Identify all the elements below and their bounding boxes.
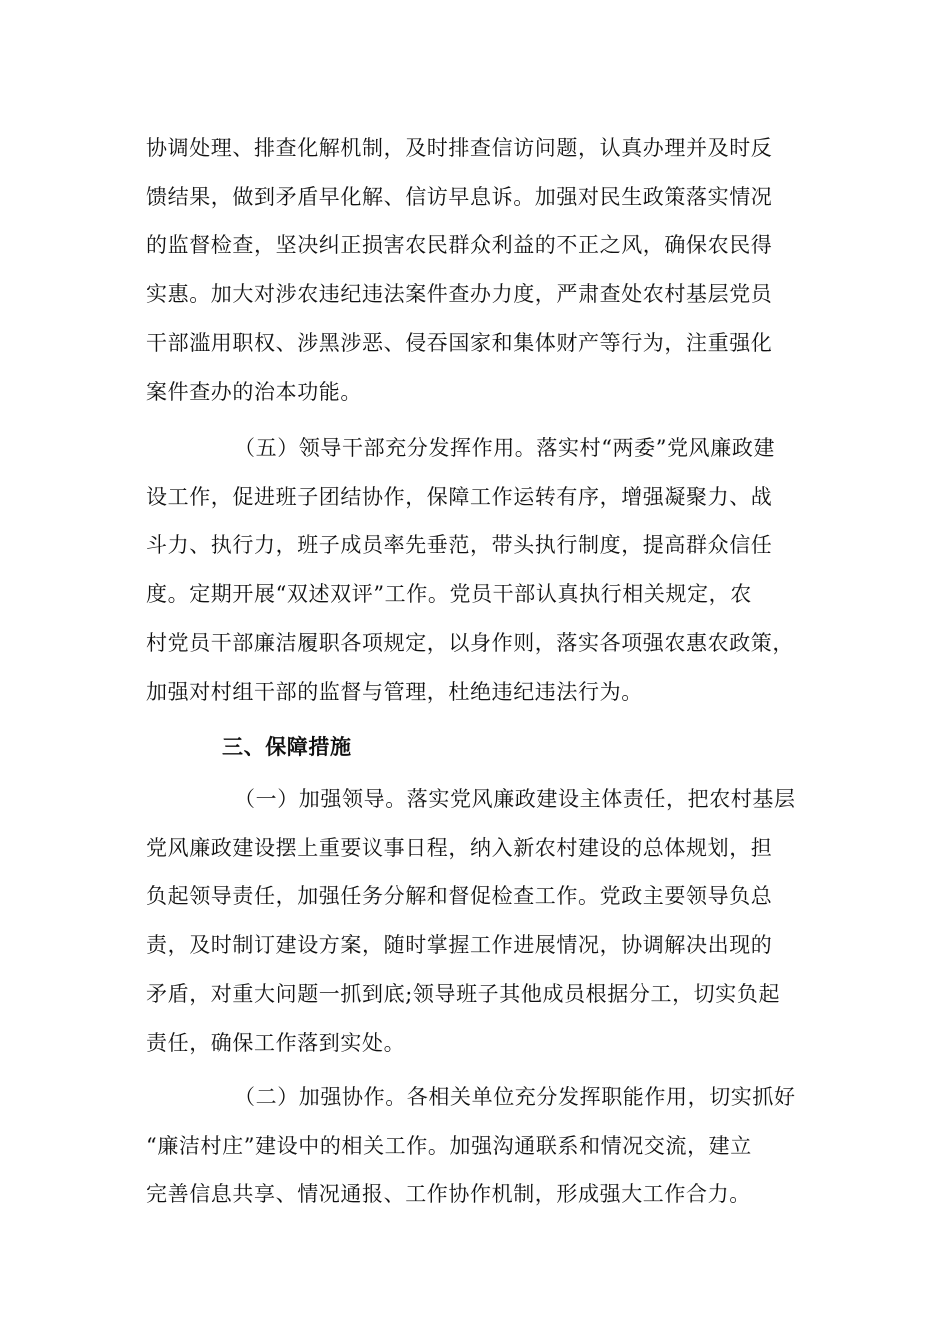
text-line: 负起领导责任，加强任务分解和督促检查工作。党政主要领导负总 bbox=[146, 884, 773, 909]
text-line: 斗力、执行力，班子成员率先垂范，带头执行制度，提高群众信任 bbox=[146, 533, 773, 558]
paragraph-strengthen-leadership bbox=[146, 775, 806, 1067]
text-line: 协调处理、排查化解机制，及时排查信访问题，认真办理并及时反 bbox=[146, 136, 773, 160]
text-line: 馈结果，做到矛盾早化解、信访早息诉。加强对民生政策落实情况 bbox=[146, 184, 773, 209]
text-line: 设工作，促进班子团结协作，保障工作运转有序，增强凝聚力、战 bbox=[146, 484, 773, 509]
text-line: 加强对村组干部的监督与管理，杜绝违纪违法行为。 bbox=[146, 679, 643, 704]
text-line: 村党员干部廉洁履职各项规定，以身作则，落实各项强农惠农政策， bbox=[146, 630, 794, 655]
paragraph-leadership-role bbox=[146, 424, 806, 716]
text-line: （二）加强协作。各相关单位充分发挥职能作用，切实抓好 bbox=[234, 1085, 796, 1109]
paragraph-strengthen-cooperation bbox=[146, 1073, 806, 1219]
text-line: （一）加强领导。落实党风廉政建设主体责任，把农村基层 bbox=[234, 787, 796, 811]
text-line: 矛盾，对重大问题一抓到底;领导班子其他成员根据分工，切实负起 bbox=[146, 981, 781, 1006]
section-heading: 三、保障措施 bbox=[222, 735, 352, 759]
text-line: 案件查办的治本功能。 bbox=[146, 379, 362, 404]
text-line: 干部滥用职权、涉黑涉恶、侵吞国家和集体财产等行为，注重强化 bbox=[146, 330, 773, 355]
text-line: 党风廉政建设摆上重要议事日程，纳入新农村建设的总体规划，担 bbox=[146, 835, 773, 860]
text-line: 责任，确保工作落到实处。 bbox=[146, 1030, 406, 1055]
text-line: （五）领导干部充分发挥作用。落实村“两委”党风廉政建 bbox=[234, 436, 776, 460]
paragraph-continuation bbox=[146, 124, 806, 416]
text-line: 责，及时制订建设方案，随时掌握工作进展情况，协调解决出现的 bbox=[146, 933, 773, 958]
text-line: “廉洁村庄”建设中的相关工作。加强沟通联系和情况交流，建立 bbox=[146, 1133, 752, 1158]
text-line: 度。定期开展“双述双评”工作。党员干部认真执行相关规定，农 bbox=[146, 582, 752, 607]
text-line: 的监督检查，坚决纠正损害农民群众利益的不正之风，确保农民得 bbox=[146, 233, 773, 258]
text-line: 实惠。加大对涉农违纪违法案件查办力度，严肃查处农村基层党员 bbox=[146, 282, 773, 307]
text-line: 完善信息共享、情况通报、工作协作机制，形成强大工作合力。 bbox=[146, 1182, 751, 1207]
